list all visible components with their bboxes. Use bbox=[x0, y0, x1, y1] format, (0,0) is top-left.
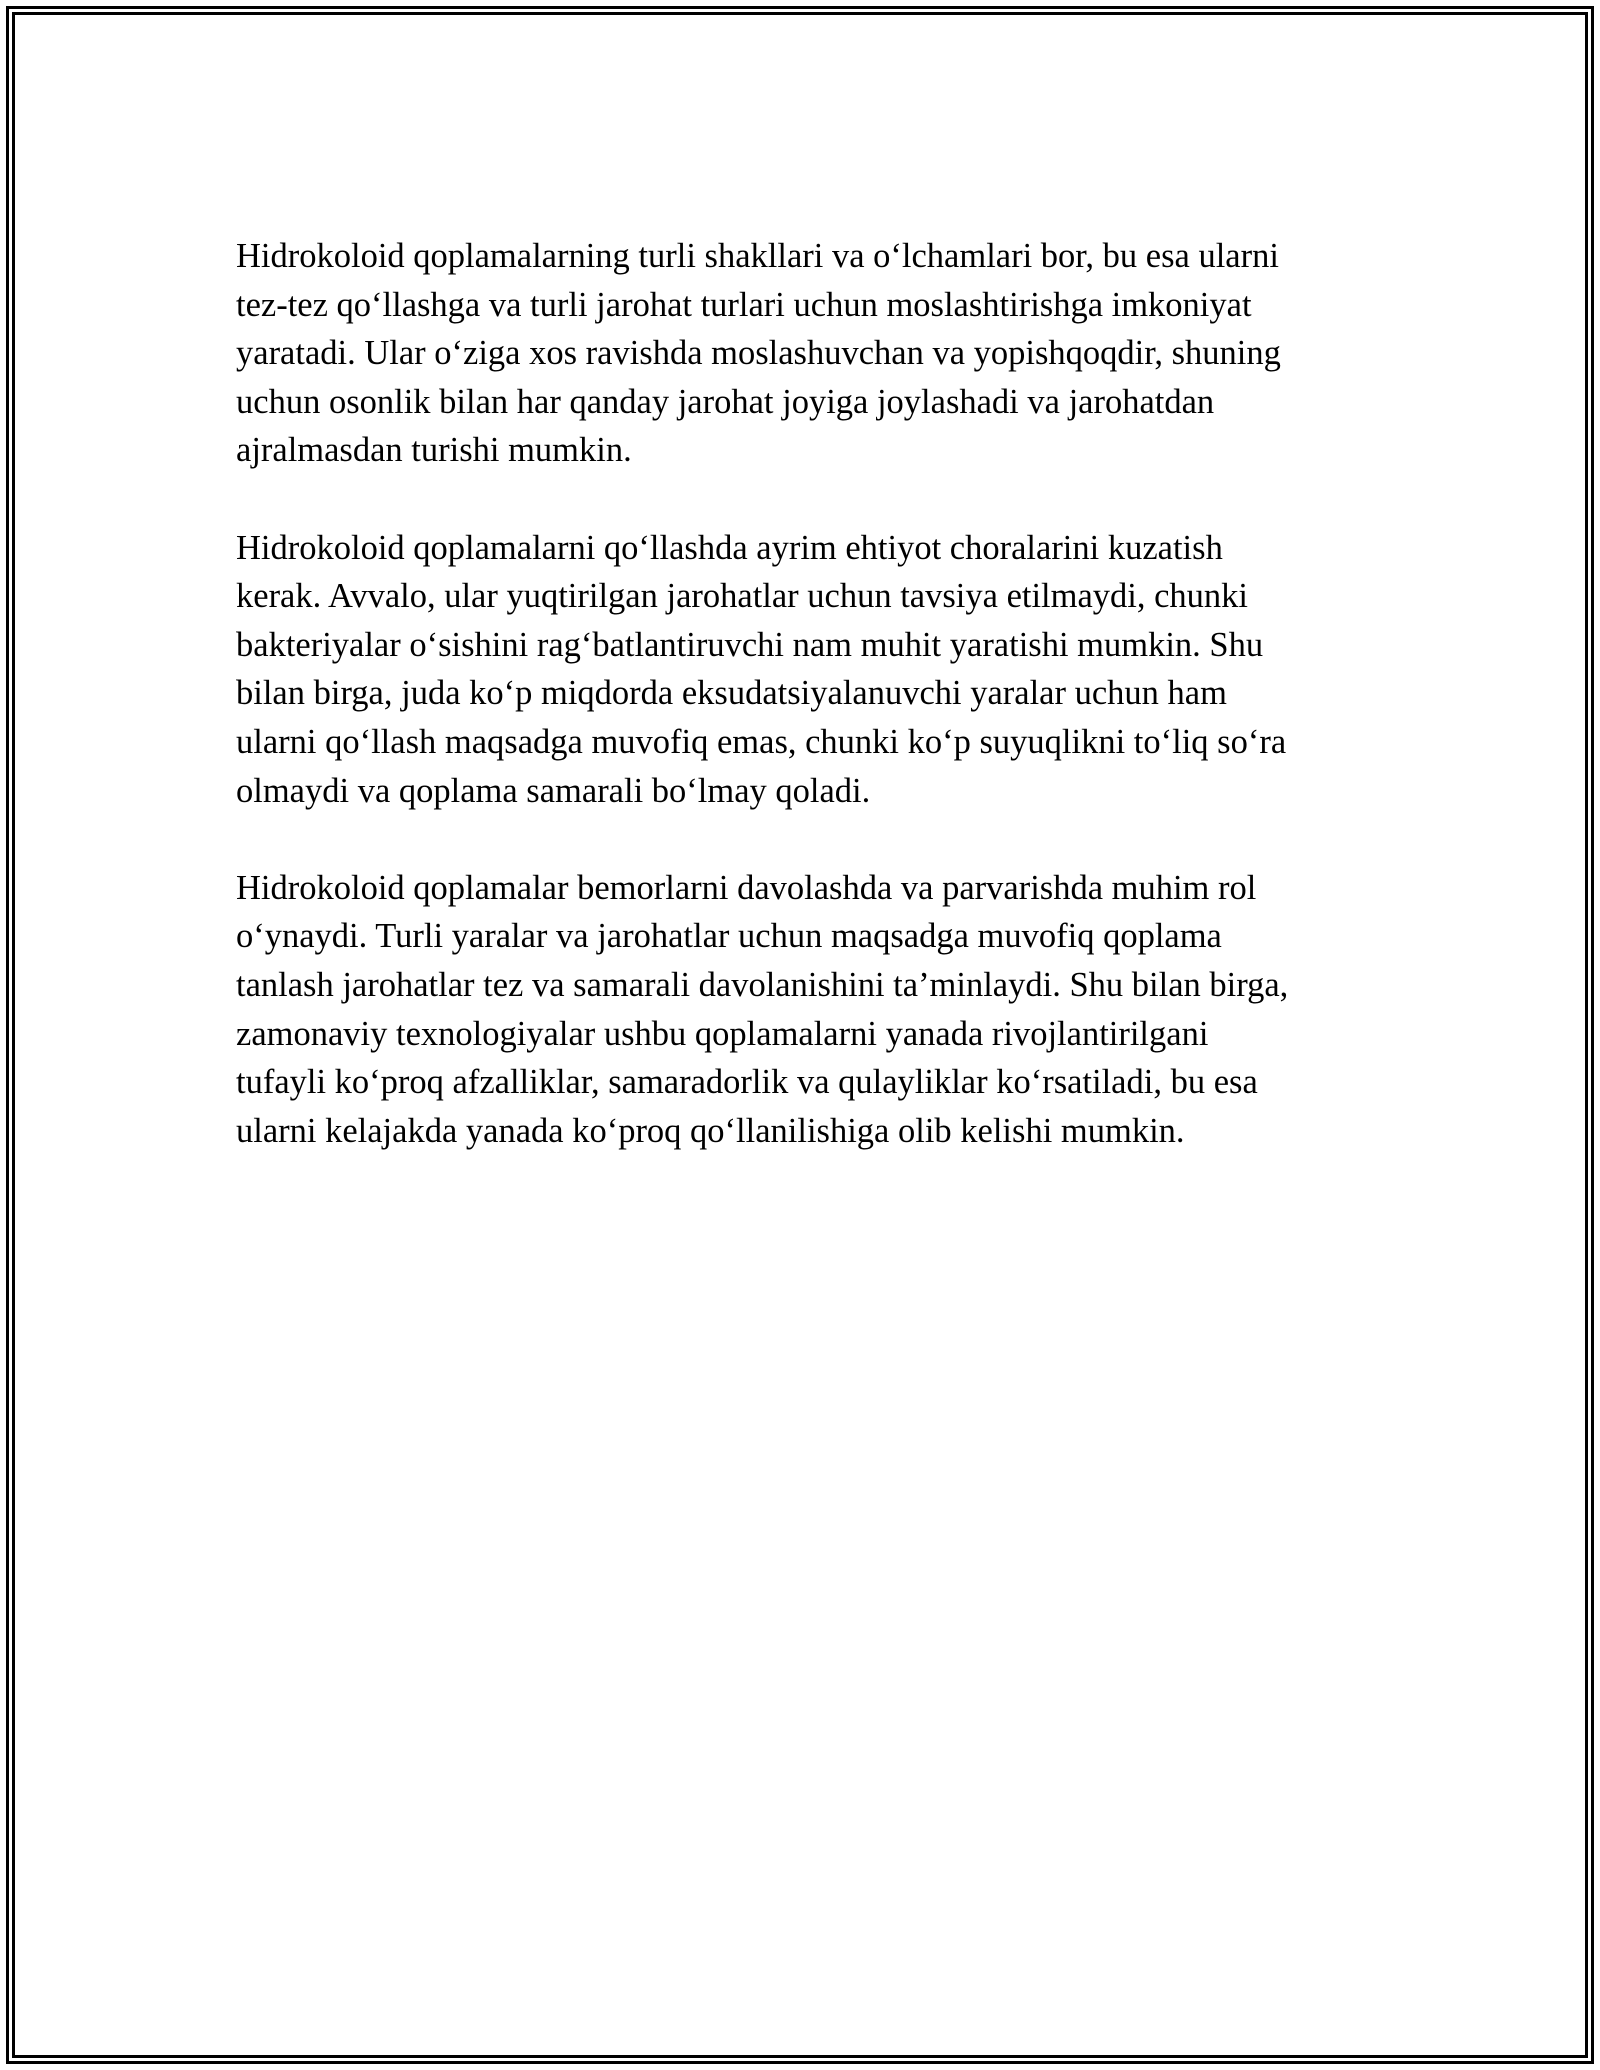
text-line: bilan birga, juda ko‘p miqdorda eksudatsiyalanuvchi yaralar uchun ham bbox=[236, 674, 1227, 713]
text-line: ularni qo‘llash maqsadga muvofiq emas, chunki ko‘p suyuqlikni to‘liq so‘ra bbox=[236, 722, 1287, 761]
paragraph-3 bbox=[236, 864, 1366, 1156]
text-line: olmaydi va qoplama samarali bo‘lmay qoladi. bbox=[236, 771, 871, 810]
text-line: bakteriyalar o‘sishini rag‘batlantiruvchi nam muhit yaratishi mumkin. Shu bbox=[236, 625, 1264, 664]
text-line: ajralmasdan turishi mumkin. bbox=[236, 431, 632, 470]
text-line: Hidrokoloid qoplamalarning turli shakllari va o‘lchamlari bor, bu esa ularni bbox=[236, 237, 1279, 275]
text-line: tanlash jarohatlar tez va samarali davolanishini ta’minlaydi. Shu bilan birga, bbox=[236, 965, 1289, 1004]
document-body bbox=[236, 232, 1366, 1204]
paragraph-2 bbox=[236, 524, 1366, 816]
text-line: tez-tez qo‘llashga va turli jarohat turlari uchun moslashtirishga imkoniyat bbox=[236, 285, 1252, 324]
text-line: kerak. Avvalo, ular yuqtirilgan jarohatlar uchun tavsiya etilmaydi, chunki bbox=[236, 577, 1249, 616]
text-line: o‘ynaydi. Turli yaralar va jarohatlar uchun maqsadga muvofiq qoplama bbox=[236, 917, 1222, 956]
text-line: yaratadi. Ular o‘ziga xos ravishda moslashuvchan va yopishqoqdir, shuning bbox=[236, 334, 1281, 373]
text-line: zamonaviy texnologiyalar ushbu qoplamalarni yanada rivojlantirilgani bbox=[236, 1014, 1209, 1053]
text-line: uchun osonlik bilan har qanday jarohat joyiga joylashadi va jarohatdan bbox=[236, 382, 1215, 421]
paragraph-1 bbox=[236, 232, 1366, 475]
text-line: Hidrokoloid qoplamalarni qo‘llashda ayrim ehtiyot choralarini kuzatish bbox=[236, 528, 1223, 567]
text-line: Hidrokoloid qoplamalar bemorlarni davolashda va parvarishda muhim rol bbox=[236, 868, 1257, 907]
text-line: ularni kelajakda yanada ko‘proq qo‘llanilishiga olib kelishi mumkin. bbox=[236, 1111, 1185, 1150]
text-line: tufayli ko‘proq afzalliklar, samaradorlik va qulayliklar ko‘rsatiladi, bu esa bbox=[236, 1063, 1258, 1102]
